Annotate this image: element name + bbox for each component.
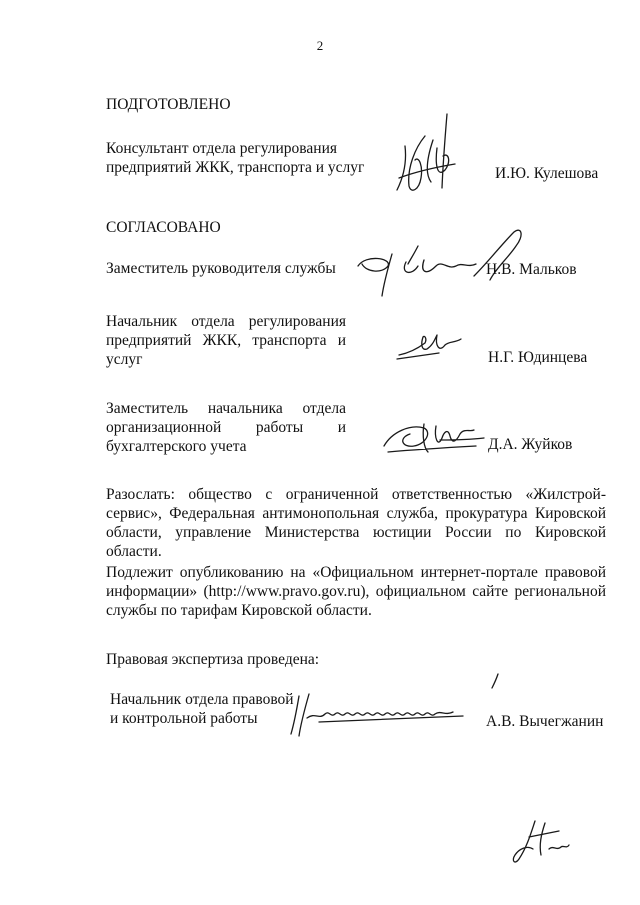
role-line: и контрольной работы [110, 710, 258, 727]
role-line: услуг [106, 351, 143, 368]
signature-kuleshova [385, 108, 475, 198]
signer-role [106, 312, 346, 369]
role-line: предприятий ЖКК, транспорта и [106, 332, 346, 349]
agreed-heading: СОГЛАСОВАНО [106, 219, 221, 236]
small-mark [490, 672, 502, 690]
legal-review-name: А.В. Вычегжанин [486, 713, 604, 730]
signature-yudintseva [395, 325, 475, 365]
role-line: бухгалтерского учета [106, 438, 247, 455]
publication-paragraph: Подлежит опубликованию на «Официальном интернет-портале правовой информации» (http://www.pravo.gov.ru), официальном сайте региональной службы по тарифам Кировской области. [106, 564, 606, 619]
role-line: Начальник отдела регулирования [106, 313, 346, 330]
role-line: организационной работы и [106, 419, 346, 436]
role-line: Заместитель руководителя службы [106, 260, 336, 277]
prepared-name: И.Ю. Кулешова [495, 165, 599, 182]
signer-role [106, 259, 366, 278]
role-line: Консультант отдела регулирования [106, 140, 338, 157]
prepared-role [106, 139, 366, 177]
signature-zhuykov [380, 412, 490, 462]
role-line: Заместитель начальника отдела [106, 400, 346, 417]
role-line: предприятий ЖКК, транспорта и услуг [106, 159, 365, 176]
signer-name: Н.В. Мальков [486, 261, 577, 278]
signature-initials-bottom [505, 815, 575, 875]
prepared-heading: ПОДГОТОВЛЕНО [106, 96, 231, 113]
distribution-paragraph: Разослать: общество с ограниченной ответственностью «Жилстрой-сервис», Федеральная антимонопольная служба, прокуратура Кировской области, управление Министерства юстиции России по Кировской области. [106, 486, 606, 560]
signature-vychegzhanin [285, 690, 470, 740]
signer-role [106, 399, 346, 456]
signer-name: Д.А. Жуйков [488, 436, 573, 453]
legal-review-heading: Правовая экспертиза проведена: [106, 651, 320, 668]
signer-name: Н.Г. Юдинцева [488, 349, 588, 366]
role-line: Начальник отдела правовой [110, 691, 294, 708]
page-number: 2 [316, 38, 324, 53]
